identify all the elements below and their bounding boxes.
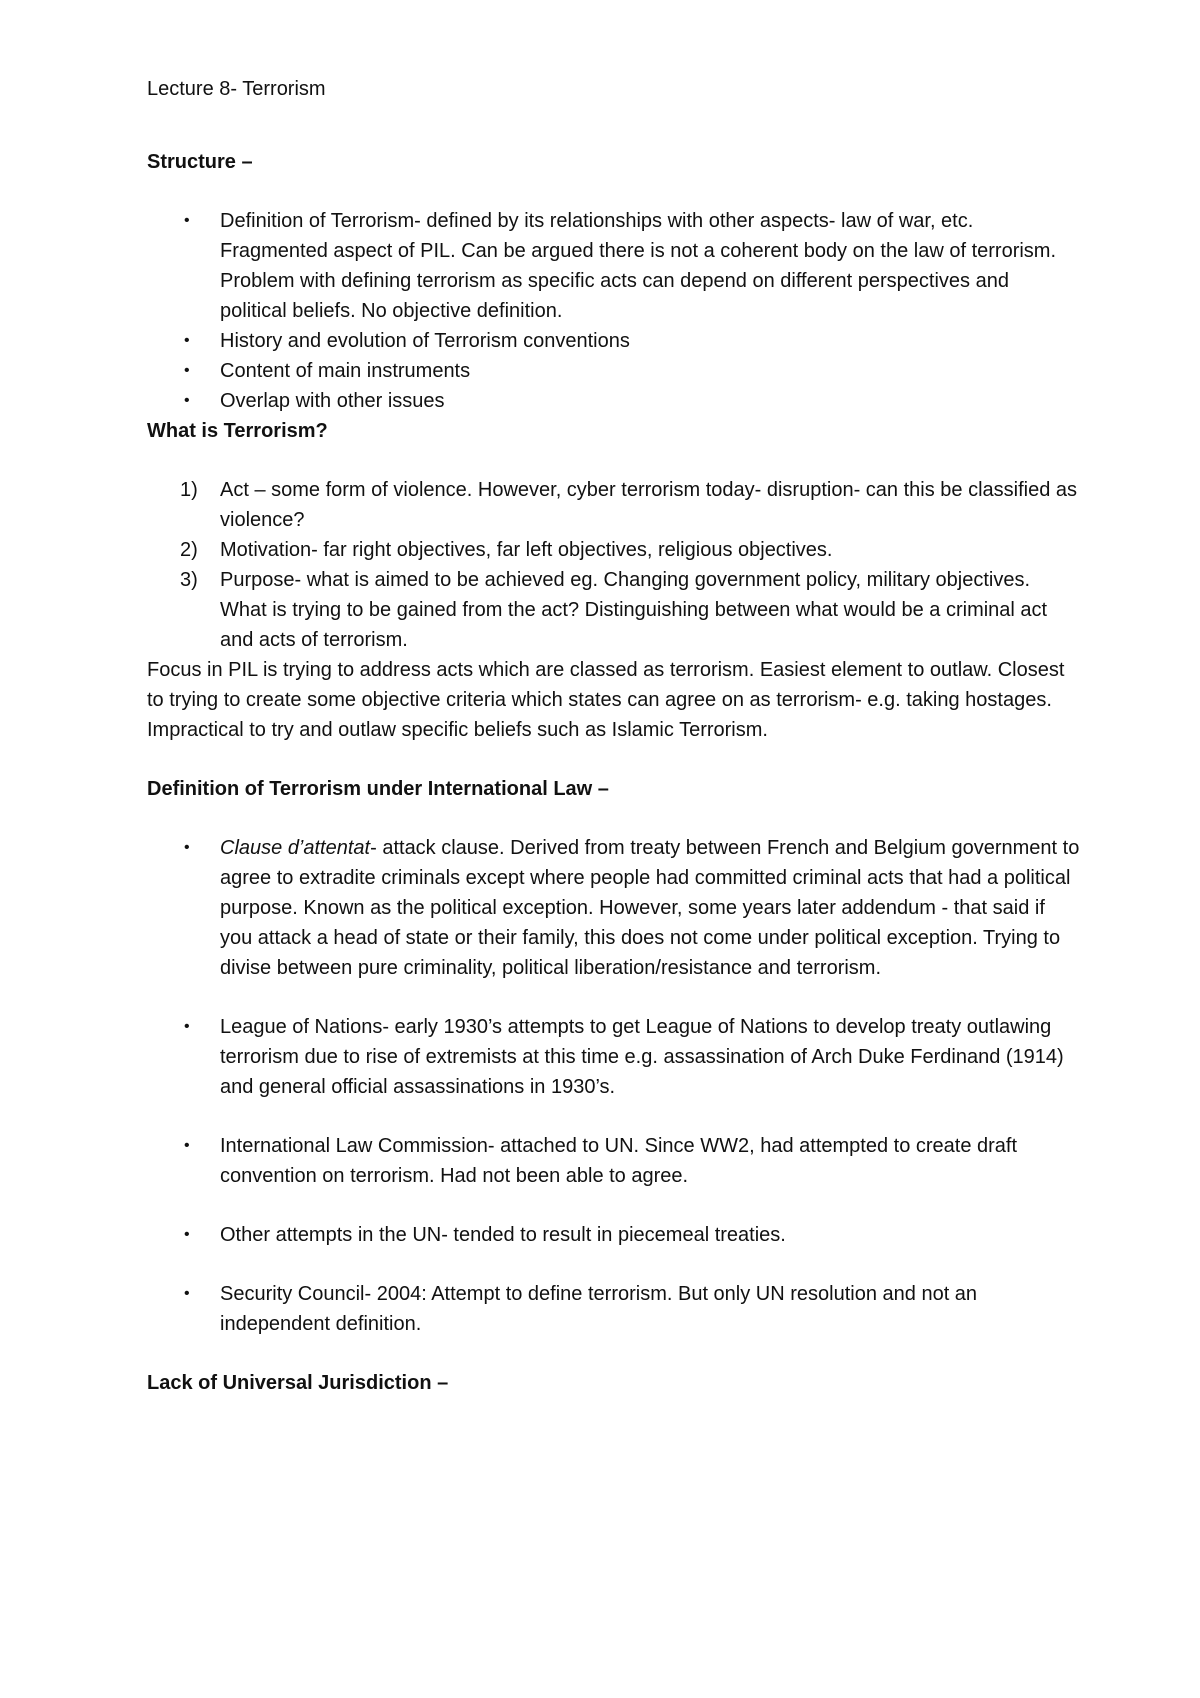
what-is-terrorism-list	[147, 475, 1080, 655]
list-item-text: Purpose- what is aimed to be achieved eg. Changing government policy, military objectives. What is trying to be gained from the act? Distinguishing between what would be a criminal act and acts of terrorism.	[220, 569, 1048, 651]
list-number: 3)	[180, 569, 198, 591]
list-item-text: International Law Commission- attached to UN. Since WW2, had attempted to create draft convention on terrorism. Had not been able to agree.	[220, 1135, 1018, 1187]
list-item	[147, 1279, 1080, 1339]
list-item-text: Other attempts in the UN- tended to result in piecemeal treaties.	[220, 1224, 786, 1246]
list-item	[147, 833, 1080, 983]
list-item-text: History and evolution of Terrorism conventions	[220, 330, 630, 352]
list-item	[147, 565, 1080, 655]
list-item	[147, 1220, 1080, 1250]
list-item-text: League of Nations- early 1930’s attempts to get League of Nations to develop treaty outlawing terrorism due to rise of extremists at this time e.g. assassination of Arch Duke Ferdinand (1914) and general official assassinations in 1930’s.	[220, 1016, 1064, 1098]
structure-list	[147, 206, 1080, 416]
list-item	[147, 326, 1080, 356]
bullet-icon: •	[184, 1018, 190, 1035]
list-item-text: Definition of Terrorism- defined by its relationships with other aspects- law of war, etc. Fragmented aspect of PIL. Can be argued there is not a coherent body on the law of terrorism. Problem with defining terrorism as specific acts can depend on different perspectives and political beliefs. No objective definition.	[220, 210, 1057, 322]
list-item-text: - attack clause. Derived from treaty between French and Belgium government to agree to extradite criminals except where people had committed criminal acts that had a political purpose. Known as the political exception. However, some years later addendum - that said if you attack a head of state or their family, this does not come under political exception. Trying to divise between pure criminality, political liberation/resistance and terrorism.	[220, 837, 1080, 979]
bullet-icon: •	[184, 212, 190, 229]
bullet-icon: •	[184, 362, 190, 379]
bullet-icon: •	[184, 1285, 190, 1302]
list-item-text: Content of main instruments	[220, 360, 471, 382]
jurisdiction-heading: Lack of Universal Jurisdiction –	[147, 1372, 449, 1394]
list-item	[147, 1131, 1080, 1191]
list-item-text: Motivation- far right objectives, far left objectives, religious objectives.	[220, 539, 833, 561]
list-item	[147, 475, 1080, 535]
list-number: 2)	[180, 539, 198, 561]
list-item-text: Security Council- 2004: Attempt to define terrorism. But only UN resolution and not an independent definition.	[220, 1283, 978, 1335]
bullet-icon: •	[184, 1226, 190, 1243]
clause-term: Clause d’attentat	[220, 837, 371, 859]
list-item-text: Act – some form of violence. However, cyber terrorism today- disruption- can this be classified as violence?	[220, 479, 1078, 531]
list-item	[147, 386, 1080, 416]
structure-heading: Structure –	[147, 151, 253, 173]
bullet-icon: •	[184, 332, 190, 349]
list-item	[147, 356, 1080, 386]
definition-heading: Definition of Terrorism under International Law –	[147, 778, 609, 800]
list-item	[147, 1012, 1080, 1102]
bullet-icon: •	[184, 839, 190, 856]
list-number: 1)	[180, 479, 198, 501]
bullet-icon: •	[184, 392, 190, 409]
focus-paragraph: Focus in PIL is trying to address acts which are classed as terrorism. Easiest element to outlaw. Closest to trying to create some objective criteria which states can agree on as terrorism- e.g. taking hostages. Impractical to try and outlaw specific beliefs such as Islamic Terrorism.	[147, 659, 1065, 741]
list-item-text: Overlap with other issues	[220, 390, 445, 412]
bullet-icon: •	[184, 1137, 190, 1154]
document-title: Lecture 8- Terrorism	[147, 78, 326, 100]
list-item	[147, 535, 1080, 565]
what-is-terrorism-heading: What is Terrorism?	[147, 420, 328, 442]
definition-list	[147, 833, 1080, 1339]
list-item	[147, 206, 1080, 326]
